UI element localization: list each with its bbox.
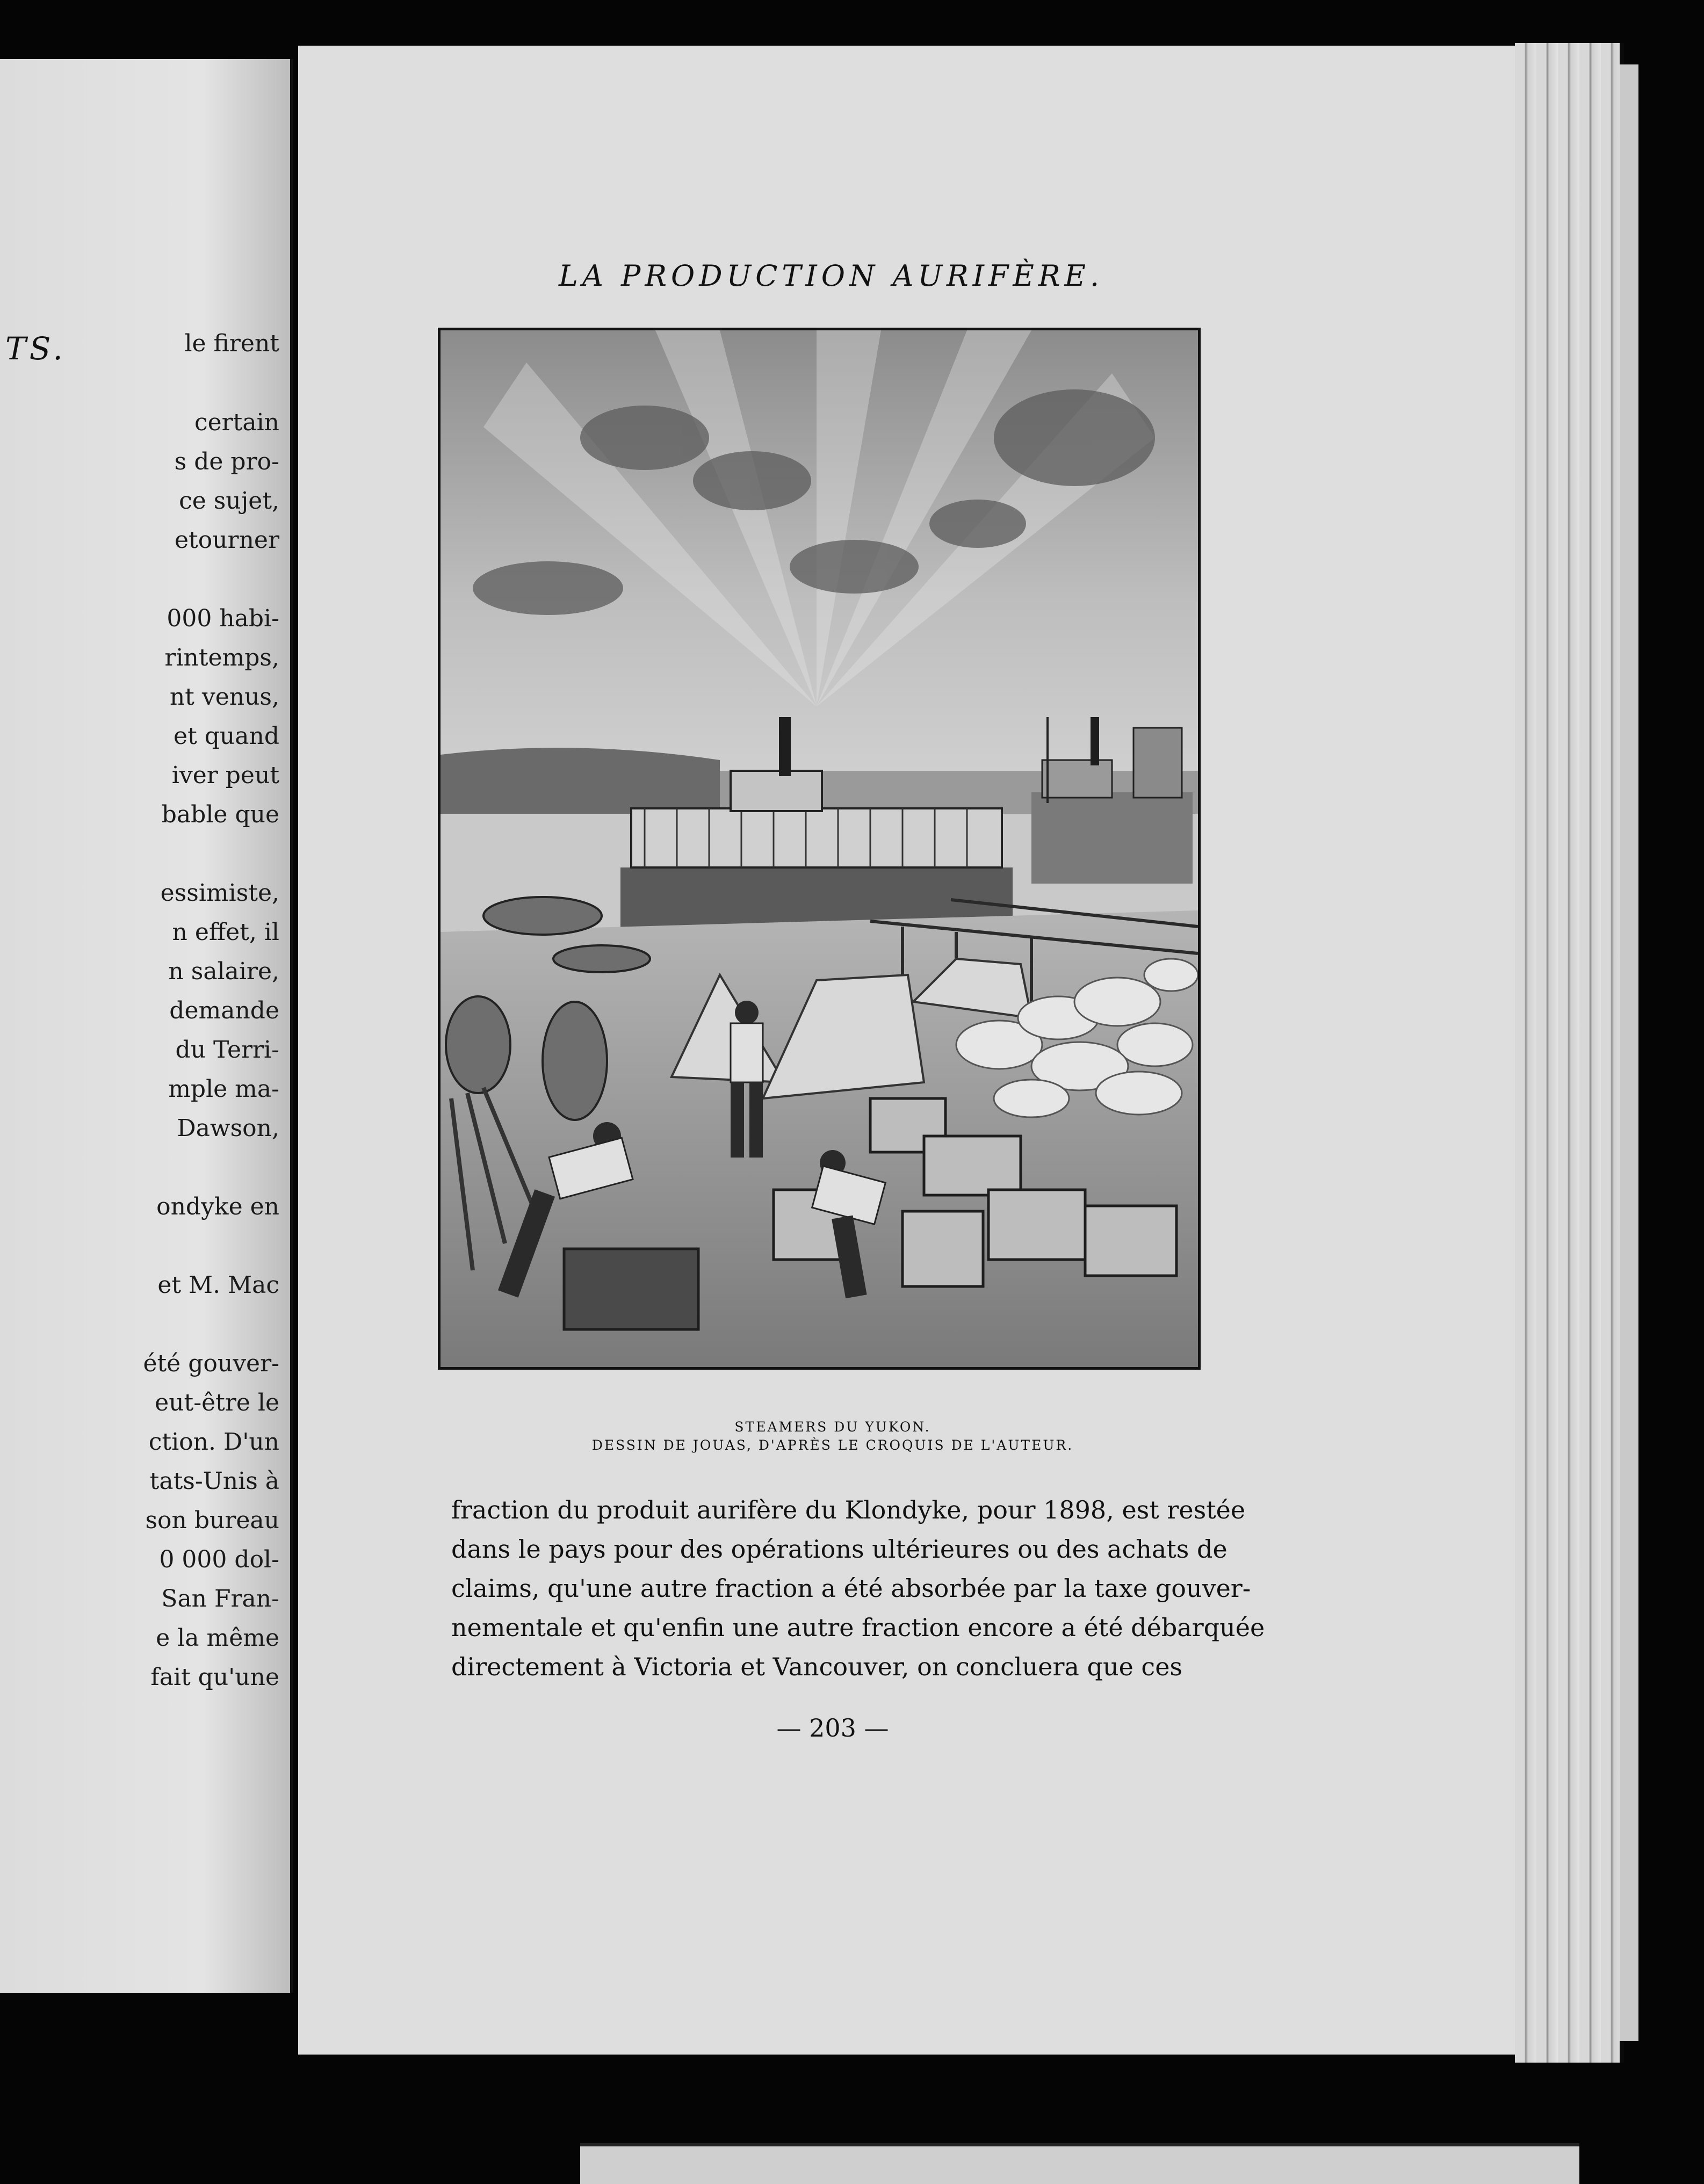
left-line: iver peut <box>171 762 279 789</box>
body-line: directement à Victoria et Vancouver, on concluera que ces <box>451 1652 1183 1681</box>
left-page <box>0 59 293 1993</box>
left-line: et M. Mac <box>157 1271 279 1299</box>
left-line: essimiste, <box>160 879 279 907</box>
left-line: demande <box>169 997 279 1024</box>
body-line: fraction du produit aurifère du Klondyke, pour 1898, est restée <box>451 1495 1246 1524</box>
engraving-image <box>441 330 1198 1367</box>
left-line: ction. D'un <box>148 1428 279 1456</box>
left-line: tats-Unis à <box>149 1467 279 1495</box>
left-line: s de pro- <box>174 448 279 475</box>
left-line: le firent <box>184 330 279 357</box>
left-line: e la même <box>156 1624 279 1652</box>
left-line: son bureau <box>145 1507 279 1534</box>
body-text <box>451 1491 1265 1687</box>
page-number: — 203 — <box>776 1713 889 1742</box>
left-line: San Fran- <box>161 1585 279 1612</box>
left-line: fait qu'une <box>150 1664 279 1691</box>
left-line: ce sujet, <box>179 487 279 515</box>
left-line: mple ma- <box>168 1075 279 1103</box>
left-line: bable que <box>161 801 279 828</box>
body-line: dans le pays pour des opérations ultérieures ou des achats de <box>451 1535 1228 1564</box>
caption-title: STEAMERS DU YUKON. <box>734 1419 931 1435</box>
left-line: eut-être le <box>155 1389 279 1416</box>
illustration-caption <box>564 1418 1101 1455</box>
body-line: claims, qu'une autre fraction a été absorbée par la taxe gouver- <box>451 1574 1251 1603</box>
left-line: rintemps, <box>164 644 279 671</box>
body-line: nementale et qu'enfin une autre fraction encore a été débarquée <box>451 1613 1265 1642</box>
next-sheet <box>580 2143 1579 2184</box>
left-line: nt venus, <box>169 683 279 711</box>
left-line: été gouver- <box>143 1350 279 1377</box>
left-line: certain <box>194 409 279 436</box>
left-line: Dawson, <box>177 1115 279 1142</box>
page-edges <box>1515 43 1624 2063</box>
caption-credit: DESSIN DE JOUAS, D'APRÈS LE CROQUIS DE L'AUTEUR. <box>591 1437 1074 1453</box>
left-line: 000 habi- <box>167 605 279 632</box>
illustration-steamers <box>438 328 1201 1370</box>
book-board <box>1620 64 1638 2041</box>
left-line: n effet, il <box>172 919 279 946</box>
left-line: 0 000 dol- <box>159 1546 279 1573</box>
left-line: etourner <box>175 526 279 554</box>
left-line: ondyke en <box>156 1193 279 1220</box>
left-running-head-fragment: TS. <box>5 330 66 367</box>
running-head: LA PRODUCTION AURIFÈRE. <box>559 259 1104 293</box>
left-line: et quand <box>174 722 279 750</box>
left-line: du Terri- <box>175 1036 279 1064</box>
left-line: n salaire, <box>168 958 279 985</box>
